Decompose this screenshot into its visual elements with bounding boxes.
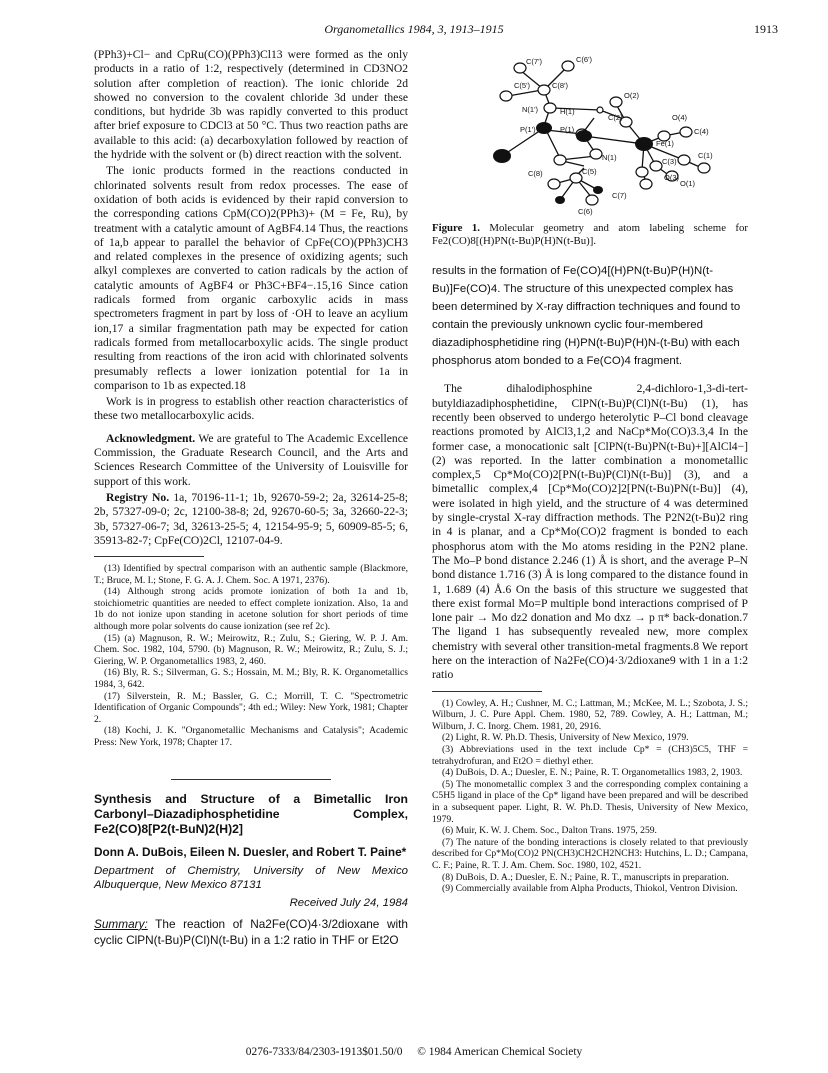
registry-numbers bbox=[94, 491, 408, 548]
article-divider bbox=[171, 779, 331, 780]
reference-item: (6) Muir, K. W. J. Chem. Soc., Dalton Trans. 1975, 259. bbox=[442, 825, 657, 837]
registry-text: 1a, 70196-11-1; 1b, 92670-59-2; 2a, 32614-25-8; 2b, 57327-09-0; 2c, 12100-38-8; 2d, 92670-60-5; 3a, 32660-22-3; 3b, 57327-06-7; 3d, 32613-25-5; 4, 12154-95-9; 5, 60909-85-5; 6, 35913-82-7; CpFe(CO)2Cl, 12107-04-9. bbox=[94, 490, 408, 547]
left-column bbox=[94, 48, 408, 948]
reference-item: (5) The monometallic complex 3 and the corresponding complex containing a C5H5 ligand in place of the Cp* ligand have been prepared and will be described in a subsequent paper. Light, R. W. Ph.D. Thesis, University of New Mexico, 1979. bbox=[432, 778, 748, 825]
right-column bbox=[432, 48, 748, 895]
atom-label: P(1') bbox=[520, 125, 536, 134]
atom-label: H(1) bbox=[560, 107, 575, 116]
reference-item: (2) Light, R. W. Ph.D. Thesis, University of New Mexico, 1979. bbox=[442, 732, 689, 744]
atom-label: C(8') bbox=[552, 81, 569, 90]
journal-citation: Organometallics 1984, 3, 1913–1915 bbox=[324, 22, 504, 36]
atom-label: C(5) bbox=[582, 167, 597, 176]
body-paragraph: (PPh3)+Cl− and CpRu(CO)(PPh3)Cl13 were formed as the only products in a ratio of 1:2, respectively (determined in CD3NO2 solution after completion of reaction). The ionic chloride 2d showed no conversion to the covalent chloride 3d under these conditions, but hydride 3b was rapidly converted to this product after brief exposure to CDCl3 at 50 °C. Thus two reaction paths are available to this acid: (a) decarboxylation followed by reaction of the hydride with the solvent or (b) direct reaction with the solvent. bbox=[94, 48, 408, 162]
atom-label: C(6') bbox=[576, 55, 593, 64]
atom-label: Fe(1) bbox=[656, 139, 674, 148]
reference-item: (4) DuBois, D. A.; Duesler, E. N.; Paine, R. T. Organometallics 1983, 2, 1903. bbox=[442, 767, 743, 779]
body-paragraph: Work is in progress to establish other reaction characteristics of these two metallocarboxylic acids. bbox=[94, 395, 408, 423]
atom-label: C(2) bbox=[608, 113, 623, 122]
atom-label: C(7') bbox=[526, 57, 543, 66]
atom-label: N(1') bbox=[522, 105, 539, 114]
atom-label: O(1) bbox=[680, 179, 695, 188]
atom-label: C(3) bbox=[662, 157, 677, 166]
reference-item: (9) Commercially available from Alpha Products, Thiokol, Ventron Division. bbox=[442, 883, 738, 895]
footnote-divider bbox=[94, 556, 204, 557]
figure-caption-text: Molecular geometry and atom labeling scheme for Fe2(CO)8[(H)PN(t-Bu)P(H)N(t-Bu)]. bbox=[432, 222, 748, 248]
article-affiliation: Department of Chemistry, University of New Mexico Albuquerque, New Mexico 87131 bbox=[94, 864, 408, 891]
atom-label: O(4) bbox=[672, 113, 687, 122]
figure-caption bbox=[432, 222, 748, 248]
reference-item: (18) Kochi, J. K. "Organometallic Mechanisms and Catalysis"; Academic Press: New York, 1978; Chapter 17. bbox=[94, 725, 408, 748]
left-references bbox=[94, 563, 408, 749]
acknowledgment-text: We are grateful to The Academic Excellence Commission, the Graduate Research Council, and the Arts and Sciences Research Committee of the University of Louisville for support of this work. bbox=[94, 431, 408, 488]
footnote-divider bbox=[432, 691, 542, 692]
registry-heading: Registry No. bbox=[106, 490, 170, 504]
running-head bbox=[0, 22, 828, 40]
right-references bbox=[432, 698, 748, 895]
atom-label: C(7) bbox=[612, 191, 627, 200]
acknowledgment-heading: Acknowledgment. bbox=[106, 431, 196, 445]
acknowledgment bbox=[94, 432, 408, 489]
reference-item: (16) Bly, R. S.; Silverman, G. S.; Hossain, M. M.; Bly, R. K. Organometallics 1984, 3, 642. bbox=[94, 667, 408, 691]
atom-label: C(8) bbox=[528, 169, 543, 178]
reference-item: (3) Abbreviations used in the text include Cp* = (CH3)5C5, THF = tetrahydrofuran, and Et2O = diethyl ether. bbox=[432, 744, 748, 767]
summary bbox=[94, 916, 408, 948]
article-authors: Donn A. DuBois, Eileen N. Duesler, and Robert T. Paine* bbox=[94, 844, 407, 859]
figure-1 bbox=[432, 48, 748, 216]
atom-label: C(1) bbox=[698, 151, 713, 160]
reference-item: (15) (a) Magnuson, R. W.; Meirowitz, R.; Zulu, S.; Giering, W. P. J. Am. Chem. Soc. 1982, 104, 5790. (b) Magnuson, R. W.; Meirowitz, R.; Zulu, S. J.; Giering, W. P. Organometallics 1983, 2, 460. bbox=[94, 632, 408, 667]
reference-item: (8) DuBois, D. A.; Duesler, E. N.; Paine, R. T., manuscripts in preparation. bbox=[442, 871, 729, 883]
atom-label: O(3) bbox=[664, 173, 679, 182]
body-paragraph: The dihalodiphosphine 2,4-dichloro-1,3-di-tert-butyldiazadiphosphetidine, ClPN(t-Bu)P(Cl)N(t-Bu) (1), has recently been observed to undergo heterolytic P–Cl bond cleavage reactions promoted by AlCl3,1,2 and NaCp*Mo(CO)3.3,4 In the former case, a monocationic salt [ClPN(t-Bu)PN(t-Bu)+][AlCl4−] (2) was reported. In the latter combination a monometallic complex,5 Cp*Mo(CO)2[PN(t-Bu)P(Cl)N(t-Bu)] (3), and a bimetallic complex,4 [Cp*Mo(CO)2]2[PN(t-Bu)PN(t-Bu)] (4), were isolated in high yield, and the structure of 4 was determined by single-crystal X-ray diffraction methods. The P2N2(t-Bu)2 ring in 4 is planar, and a Cp*Mo(CO)2 fragment is bonded to each phosphorus atom with the Mo atoms residing in the P2N2 plane. The Mo–P bond distance 2.246 (1) Å is short, and the average P–N bond distance 1.716 (3) Å is long compared to the distance found in 1, 1.689 (4) Å.6 On the basis of this structure we suggested that there exist formal Mo=P multiple bond interactions comprised of P lone pair → Mo dz2 donation and Mo dxz → p π* back-donation.7 The ligand 1 has subsequently revealed new, more complex chemistry with several other transition-metal fragments.8 We report here on the interaction of Na2Fe(CO)4·3/2dioxane9 with 1 in a 1:2 ratio bbox=[432, 382, 748, 682]
figure-caption-label: Figure 1. bbox=[432, 222, 480, 234]
reference-item: (14) Although strong acids promote ionization of both 1a and 1b, stoichiometric quantities are needed to effect complete ionization. Also, 1a and 1b do not ionize upon standing in acetone solution for short periods of time although more polar solvents do cause ionization (see ref 2c). bbox=[94, 586, 408, 633]
atom-label: C(5') bbox=[514, 81, 531, 90]
reference-item: (13) Identified by spectral comparison with an authentic sample (Blackmore, T.; Bruce, M. I.; Stone, F. G. A. J. Chem. Soc. A 1971, 2376). bbox=[94, 563, 408, 586]
body-paragraph: The ionic products formed in the reactions conducted in chlorinated solvents result from redox processes. The ease of oxidation of both acids is evidenced by their rapid conversion to the corresponding cations CpM(CO)2(PPh3)+ (M = Fe, Ru), by treatment with a catalytic amount of AgBF4.14 Thus, the reactions of 1a,b appear to parallel the behavior of CpFe(CO)(PPh3)CH3 and related complexes in the presence of oxidizing agents; such alkyl complexes are converted to cation radicals by the action of catalytic amounts of AgBF4 or Ph3C+BF4−.15,16 Since cation radicals formed from organic carboxylic acids in mass spectrometers fragment in part by loss of ·OH to leave an acylium ion,17 a similar fragmentation path may be expected for cation radicals formed from metallocarboxylic acids. The single product resulting from reactions of the iron acid with chlorinated solvents presumably reflects a lower ionization potential for 1a in comparison to 1b as expected.18 bbox=[94, 164, 408, 392]
footer-code: 0276-7333/84/2303-1913$01.50/0 bbox=[245, 1046, 403, 1058]
footer-copyright: © 1984 American Chemical Society bbox=[417, 1046, 583, 1058]
atom-label: O(2) bbox=[624, 91, 639, 100]
summary-label: Summary: bbox=[94, 916, 148, 931]
summary-text: The reaction of Na2Fe(CO)4·3/2dioxane with cyclic ClPN(t-Bu)P(Cl)N(t-Bu) in a 1:2 ratio in THF or Et2O bbox=[94, 916, 408, 947]
reference-item: (1) Cowley, A. H.; Cushner, M. C.; Lattman, M.; McKee, M. L.; Szobota, J. S.; Wilburn, J. C. Pure Appl. Chem. 1980, 52, 789. Cowley, A. H.; Lattman, M.; Wilburn, J. C. Inorg. Chem. 1981, 20, 2916. bbox=[432, 697, 748, 732]
received-date: Received July 24, 1984 bbox=[289, 896, 408, 909]
reference-item: (17) Silverstein, R. M.; Bassler, G. C.; Morrill, T. C. "Spectrometric Identification of Organic Compounds"; 4th ed.; Wiley: New York, 1981; Chapter 2. bbox=[94, 690, 408, 725]
article-title: Synthesis and Structure of a Bimetallic Iron Carbonyl–Diazadiphosphetidine Complex, Fe2(CO)8[P2(t-BuN)2(H)2] bbox=[94, 791, 408, 836]
atom-label: N(1) bbox=[602, 153, 617, 162]
atom-label: C(4) bbox=[694, 127, 709, 136]
page-footer bbox=[0, 1046, 828, 1058]
atom-label: C(6) bbox=[578, 207, 593, 216]
reference-item: (7) The nature of the bonding interactions is closely related to that previously described for Cp*Mo(CO)2 PN(CH3)CH2CH2NCH3: Hutchins, L. D.; Campana, C. F.; Paine, R. T. J. Am. Chem. Soc. 1980, 102, 4521. bbox=[432, 836, 748, 871]
atom-label: P(1) bbox=[560, 125, 575, 134]
molecular-structure-diagram bbox=[432, 48, 748, 216]
page-number: 1913 bbox=[754, 22, 778, 36]
summary-continuation: results in the formation of Fe(CO)4[(H)PN(t-Bu)P(H)N(t-Bu)]Fe(CO)4. The structure of this unexpected complex has been determined by X-ray diffraction techniques and found to contain the previously unknown cyclic four-membered diazadiphosphetidine ring (H)PN(t-Bu)P(H)N-(t-Bu) with each phosphorus atom bonded to a Fe(CO)4 fragment. bbox=[432, 265, 741, 368]
